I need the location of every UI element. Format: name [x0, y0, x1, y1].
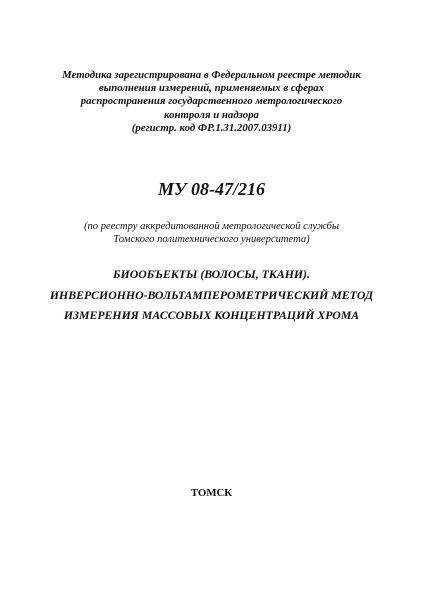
- registration-notice-line: контроля и надзора: [164, 108, 259, 121]
- registry-note-line: Томского политехнического университета): [113, 234, 310, 245]
- document-title-line: БИООБЪЕКТЫ (ВОЛОСЫ, ТКАНИ).: [113, 267, 310, 281]
- registry-note: [28, 220, 395, 246]
- registry-note-line: (по реестру аккредитованной метрологической службы: [83, 221, 340, 232]
- document-title-line: ИНВЕРСИОННО-ВОЛЬТАМПЕРОМЕТРИЧЕСКИЙ МЕТОД: [49, 287, 374, 302]
- registration-notice-line: выполнения измерений, применяемых в сферах: [98, 82, 325, 95]
- city-name: ТОМСК: [190, 487, 233, 499]
- registration-notice-line: распространения государственного метрологического: [80, 95, 343, 108]
- registration-notice: [28, 69, 395, 135]
- registration-code: (регистр. код ФР.1.31.2007.03911): [131, 121, 292, 134]
- document-title: [16, 264, 407, 326]
- document-code: МУ 08-47/216: [157, 179, 266, 199]
- document-title-line: ИЗМЕРЕНИЯ МАССОВЫХ КОНЦЕНТРАЦИЙ ХРОМА: [63, 308, 360, 322]
- registration-notice-line: Методика зарегистрирована в Федеральном реестре методик: [62, 69, 361, 81]
